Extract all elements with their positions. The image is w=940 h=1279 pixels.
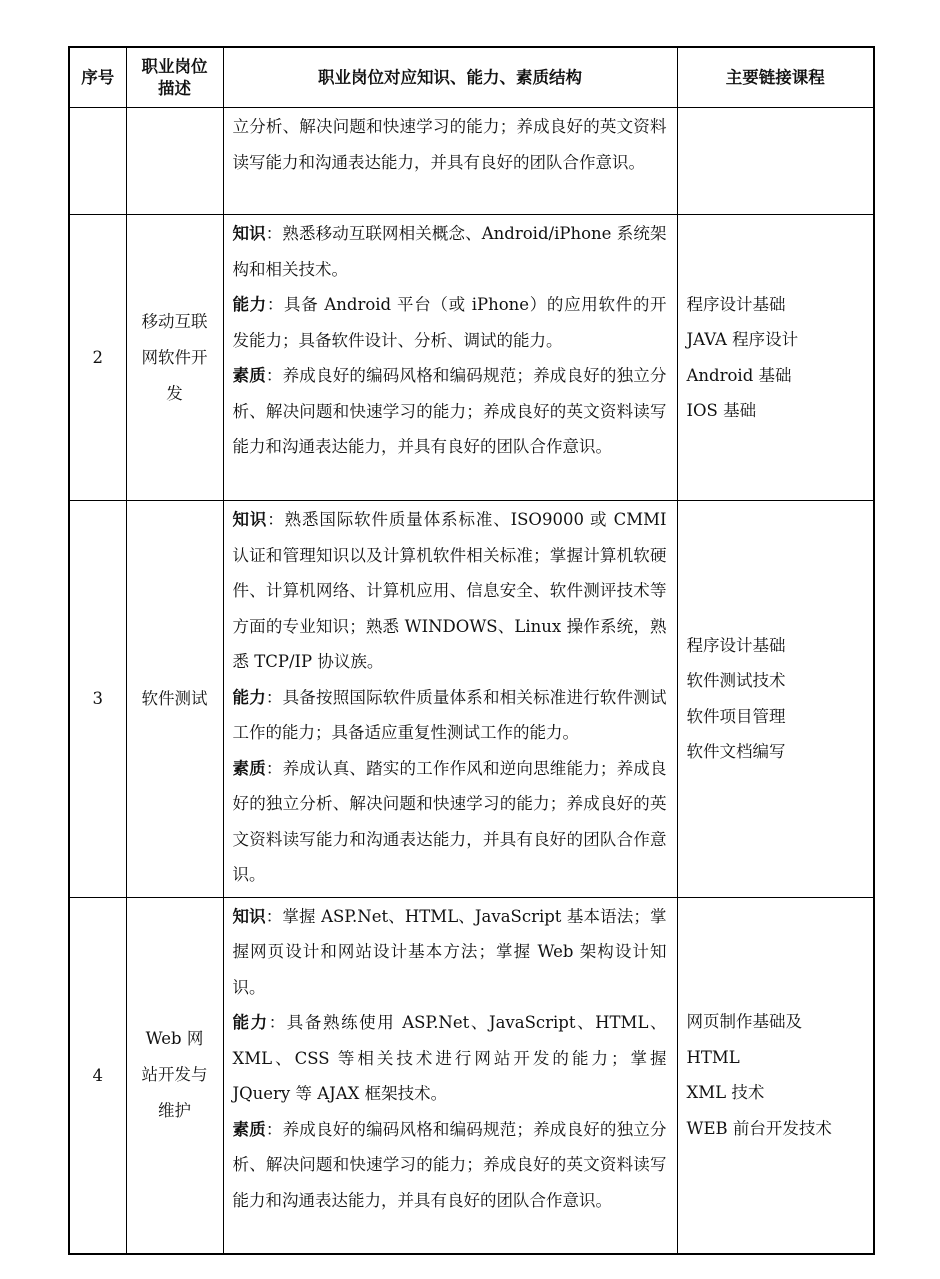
row-num: 2	[69, 215, 126, 501]
row-num: 3	[69, 501, 126, 898]
course-item: 软件测试技术	[686, 671, 786, 691]
knowledge-label: 知识	[232, 224, 266, 243]
row-position: 移动互联网软件开发	[126, 215, 223, 501]
row-description	[223, 501, 677, 898]
table-row	[69, 215, 874, 501]
table-row	[69, 897, 874, 1254]
ability-label: 能力	[232, 295, 267, 314]
header-row	[69, 47, 874, 108]
ability-paragraph	[233, 1005, 667, 1112]
course-item: 程序设计基础	[686, 635, 786, 655]
ability-paragraph	[233, 287, 667, 358]
course-item: 网页制作基础及	[686, 1012, 802, 1032]
header-position	[126, 47, 223, 108]
quality-label: 素质	[232, 758, 266, 778]
ability-text: ：具备熟练使用 ASP.Net、JavaScript、HTML、XML、CSS 等相关技术进行网站开发的能力；掌握 JQuery 等 AJAX 框架技术。	[232, 1013, 667, 1103]
row-courses	[677, 215, 874, 501]
table-row	[69, 501, 874, 898]
row-courses	[677, 108, 874, 215]
course-item: HTML	[686, 1047, 740, 1067]
knowledge-label: 知识	[232, 510, 268, 529]
header-position-text: 职业岗位 描述	[141, 56, 208, 98]
quality-paragraph	[233, 1112, 667, 1219]
row-courses	[677, 501, 874, 898]
course-item: 程序设计基础	[686, 294, 786, 314]
knowledge-text: ：掌握 ASP.Net、HTML、JavaScript 基本语法；掌握网页设计和网站设计基本方法；掌握 Web 架构设计知识。	[232, 906, 667, 997]
quality-label: 素质	[232, 366, 266, 385]
quality-label: 素质	[232, 1119, 266, 1139]
ability-text: ：具备按照国际软件质量体系和相关标准进行软件测试工作的能力；具备适应重复性测试工作的能力。	[232, 687, 667, 742]
continuation-text: 立分析、解决问题和快速学习的能力；养成良好的英文资料读写能力和沟通表达能力，并具有良好的团队合作意识。	[232, 117, 667, 172]
quality-text: ：养成认真、踏实的工作作风和逆向思维能力；养成良好的独立分析、解决问题和快速学习的能力；养成良好的英文资料读写能力和沟通表达能力，并具有良好的团队合作意识。	[232, 758, 667, 884]
row-num: 4	[69, 897, 126, 1254]
header-courses: 主要链接课程	[677, 47, 874, 108]
knowledge-paragraph	[233, 899, 667, 1006]
knowledge-text: ：熟悉移动互联网相关概念、Android/iPhone 系统架构和相关技术。	[232, 224, 667, 279]
row-num	[69, 108, 126, 215]
row-position: 软件测试	[126, 501, 223, 898]
quality-text: ：养成良好的编码风格和编码规范；养成良好的独立分析、解决问题和快速学习的能力；养成良好的英文资料读写能力和沟通表达能力，并具有良好的团队合作意识。	[232, 1119, 667, 1210]
row-description	[223, 897, 677, 1254]
knowledge-text: ：熟悉国际软件质量体系标准、ISO9000 或 CMMI 认证和管理知识以及计算机软件相关标准；掌握计算机软硬件、计算机网络、计算机应用、信息安全、软件测评技术等方面的专业知识；熟悉 WINDOWS、Linux 操作系统，熟悉 TCP/IP 协议族。	[232, 510, 667, 671]
header-num: 序号	[69, 47, 126, 108]
quality-paragraph	[233, 358, 667, 465]
header-structure: 职业岗位对应知识、能力、素质结构	[223, 47, 677, 108]
quality-paragraph	[233, 751, 667, 893]
ability-label: 能力	[232, 687, 266, 707]
course-item: WEB 前台开发技术	[686, 1118, 832, 1138]
row-position	[126, 108, 223, 215]
knowledge-label: 知识	[232, 906, 266, 926]
course-item: 软件项目管理	[686, 706, 786, 726]
row-courses	[677, 897, 874, 1254]
table-row	[69, 108, 874, 215]
course-item: Android 基础	[686, 365, 792, 385]
knowledge-paragraph	[233, 216, 667, 287]
ability-paragraph	[233, 680, 667, 751]
row-description	[223, 215, 677, 501]
ability-label: 能力	[232, 1013, 269, 1032]
knowledge-paragraph	[233, 502, 667, 680]
course-item: IOS 基础	[686, 401, 757, 420]
course-item: JAVA 程序设计	[686, 330, 799, 349]
quality-text: ：养成良好的编码风格和编码规范；养成良好的独立分析、解决问题和快速学习的能力；养成良好的英文资料读写能力和沟通表达能力，并具有良好的团队合作意识。	[232, 366, 667, 456]
row-position: Web 网站开发与维护	[126, 897, 223, 1254]
course-item: 软件文档编写	[686, 742, 786, 762]
curriculum-table	[68, 46, 875, 1255]
ability-text: ：具备 Android 平台（或 iPhone）的应用软件的开发能力；具备软件设计、分析、调试的能力。	[232, 295, 667, 350]
course-item: XML 技术	[686, 1083, 765, 1103]
row-description	[223, 108, 677, 215]
